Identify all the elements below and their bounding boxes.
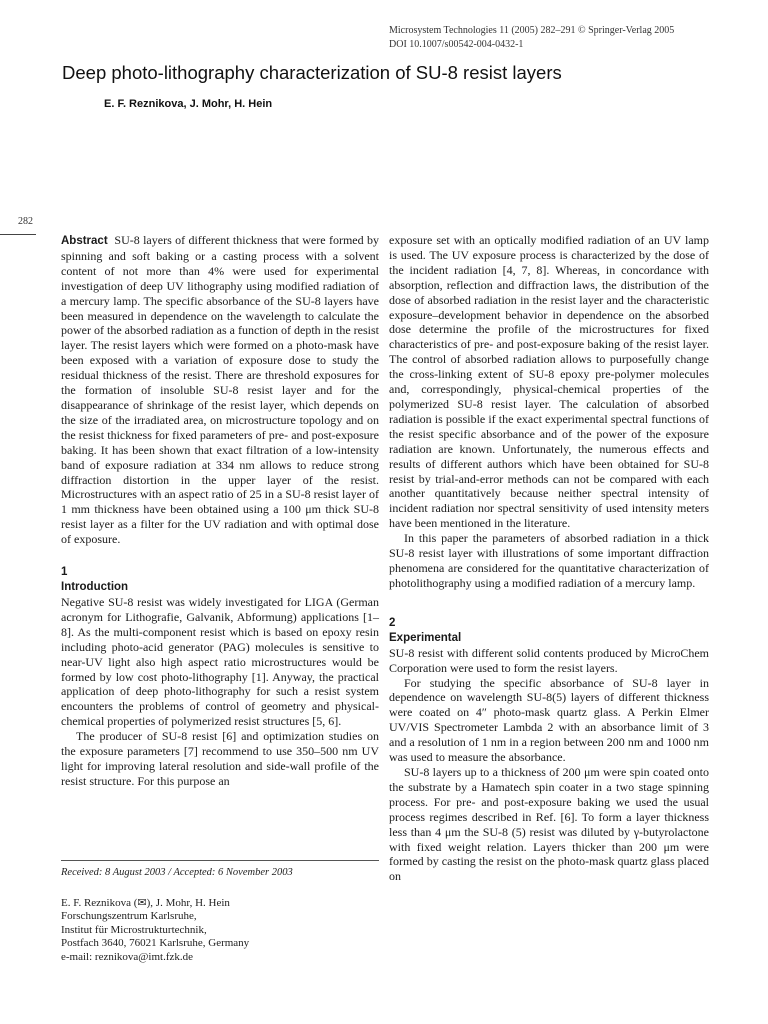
- section-number-experimental: 2: [389, 616, 396, 629]
- abstract-text: SU-8 layers of different thickness that were formed by spinning and soft baking or a casting process with a solvent content of not more than 4% were used for experimental investigation of deep UV lithography using modified radiation of a mercury lamp. The specific absorbance of the SU-8 layers have been measured in dependence on the wavelength to calculate the power of the absorbed radiation as a function of depth in the resist layer. The resist layers which were formed on a photo-mask have been exposed with a variation of exposure dose to study the residual thickness of the resist. There are threshold exposures for the formation of insoluble SU-8 resist layer and for the disappearance of shrinkage of the resist layer, which depends on the size of the irradiated area, on microstructure topology and on the resist thickness for fixed parameters of pre- and post-exposure baking. It has been shown that exact filtration of a low-intensity band of exposure radiation at 334 nm allows to reduce strong diffraction distortion in the upper layer of the resist. Microstructures with an aspect ratio of 25 in a SU-8 resist layer of 1 mm thickness have been obtained using a 100 μm thick SU-8 resist layer as a filter for the UV radiation and with optimal dose of exposure.: [61, 233, 380, 547]
- page-number: 282: [18, 216, 33, 227]
- experimental-paragraph-3: SU-8 layers up to a thickness of 200 μm were spin coated onto the substrate by a Hamatech spin coater in a two stage spinning process. For pre- and post-exposure baking we used the usual process regimes described in Ref. [6]. To form a layer thickness less than 4 μm the SU-8 (5) resist was diluted by γ-butyrolactone with fixed weight relation. Layers thicker than 200 μm were formed by casting the resist on the photo-mask quartz glass placed on: [389, 765, 709, 884]
- author-email[interactable]: e-mail: reznikova@imt.fzk.de: [61, 950, 193, 963]
- journal-doi: DOI 10.1007/s00542-004-0432-1: [389, 39, 524, 50]
- affiliation-line: Institut für Microstrukturtechnik,: [61, 923, 207, 936]
- affiliation-line: Forschungszentrum Karlsruhe,: [61, 910, 197, 923]
- affiliation-line: E. F. Reznikova (✉), J. Mohr, H. Hein: [61, 897, 230, 909]
- section-number-intro: 1: [61, 566, 68, 579]
- journal-header: [389, 24, 674, 52]
- abstract-label: Abstract: [61, 235, 108, 247]
- paper-title: Deep photo-lithography characterization of SU-8 resist layers: [62, 62, 562, 83]
- intro-paragraph-2: The producer of SU-8 resist [6] and optimization studies on the exposure parameters [7] recommend to use 350–500 nm UV light for improving lateral resolution and side-wall profile of the resist structure. For this purpose an: [61, 729, 379, 788]
- experimental-paragraph-2: For studying the specific absorbance of SU-8 layer in dependence on wavelength SU-8(5) layers of different thickness were coated on 4″ photo-mask quartz glass. A Perkin Elmer UV/VIS Spectrometer Lambda 2 with an absorbance limit of 3 and a resolution of 1 nm in a region between 200 nm and 1000 nm was used to measure the absorbance.: [389, 675, 709, 765]
- footnote-rule: [61, 860, 379, 861]
- right-column: [389, 233, 709, 884]
- section-title-intro: Introduction: [61, 581, 129, 594]
- left-column: [61, 233, 379, 789]
- affiliation-line: Postfach 3640, 76021 Karlsruhe, Germany: [61, 937, 250, 950]
- intro-paragraph-1: Negative SU-8 resist was widely investigated for LIGA (German acronym for Lithografie, Galvanik, Abformung) applications [1–8]. As the multi-component resist which is based on epoxy resin including photo-acid generator (PAG) molecules is sensitive to near-UV light also high aspect ratio microstructures would be formed by low cost photo-lithography [1]. Anyway, the practical application of deep photo-lithography for such a resist system encounters the problems of control of geometry and physical-chemical properties of polymerized resist structures [5, 6].: [61, 595, 379, 729]
- paper-authors: E. F. Reznikova, J. Mohr, H. Hein: [104, 98, 273, 110]
- page-number-rule: [0, 234, 36, 235]
- journal-citation: Microsystem Technologies 11 (2005) 282–291 © Springer-Verlag 2005: [389, 25, 675, 36]
- received-dates: Received: 8 August 2003 / Accepted: 6 November 2003: [61, 867, 293, 878]
- abstract: [61, 233, 379, 547]
- section-title-experimental: Experimental: [389, 631, 462, 644]
- intro-paragraph-3: exposure set with an optically modified radiation of an UV lamp is used. The UV exposure process is characterized by the dose of the incident radiation [4, 7, 8]. Whereas, in concordance with absorption, reflection and diffraction laws, the distribution of the dose of absorbed radiation in the resist layer and the characteristic exposure–development behavior in dependence on the absorbed dose determine the profile of the microstructures for fixed characteristics of pre- and post-exposure baking of the resist layer. The control of absorbed radiation allows to purposefully change the cross-linking extent of SU-8 epoxy pre-polymer molecules and, correspondingly, physical-chemical properties of the polymerized SU-8 resist layer. The calculation of absorbed radiation is possible if the exact experimental spectral functions of the resist specific absorbance and of the power of the exposure radiation are known. Unfortunately, the numerous effects and results of different authors which have been obtained for SU-8 resist by trial-and-error methods can not be compared with each another quantitatively because neither spectral intensity of incident radiation nor spectral sensitivity of used intensity meters have been mentioned in the literature.: [389, 233, 709, 531]
- author-affiliation: [61, 897, 249, 964]
- experimental-paragraph-1: SU-8 resist with different solid contents produced by MicroChem Corporation were used to form the resist layers.: [389, 645, 709, 675]
- intro-paragraph-4: In this paper the parameters of absorbed radiation in a thick SU-8 resist layer with illustrations of some important diffraction phenomena are considered for the quantitative characterization of photolithography using a modified radiation of a mercury lamp.: [389, 531, 709, 590]
